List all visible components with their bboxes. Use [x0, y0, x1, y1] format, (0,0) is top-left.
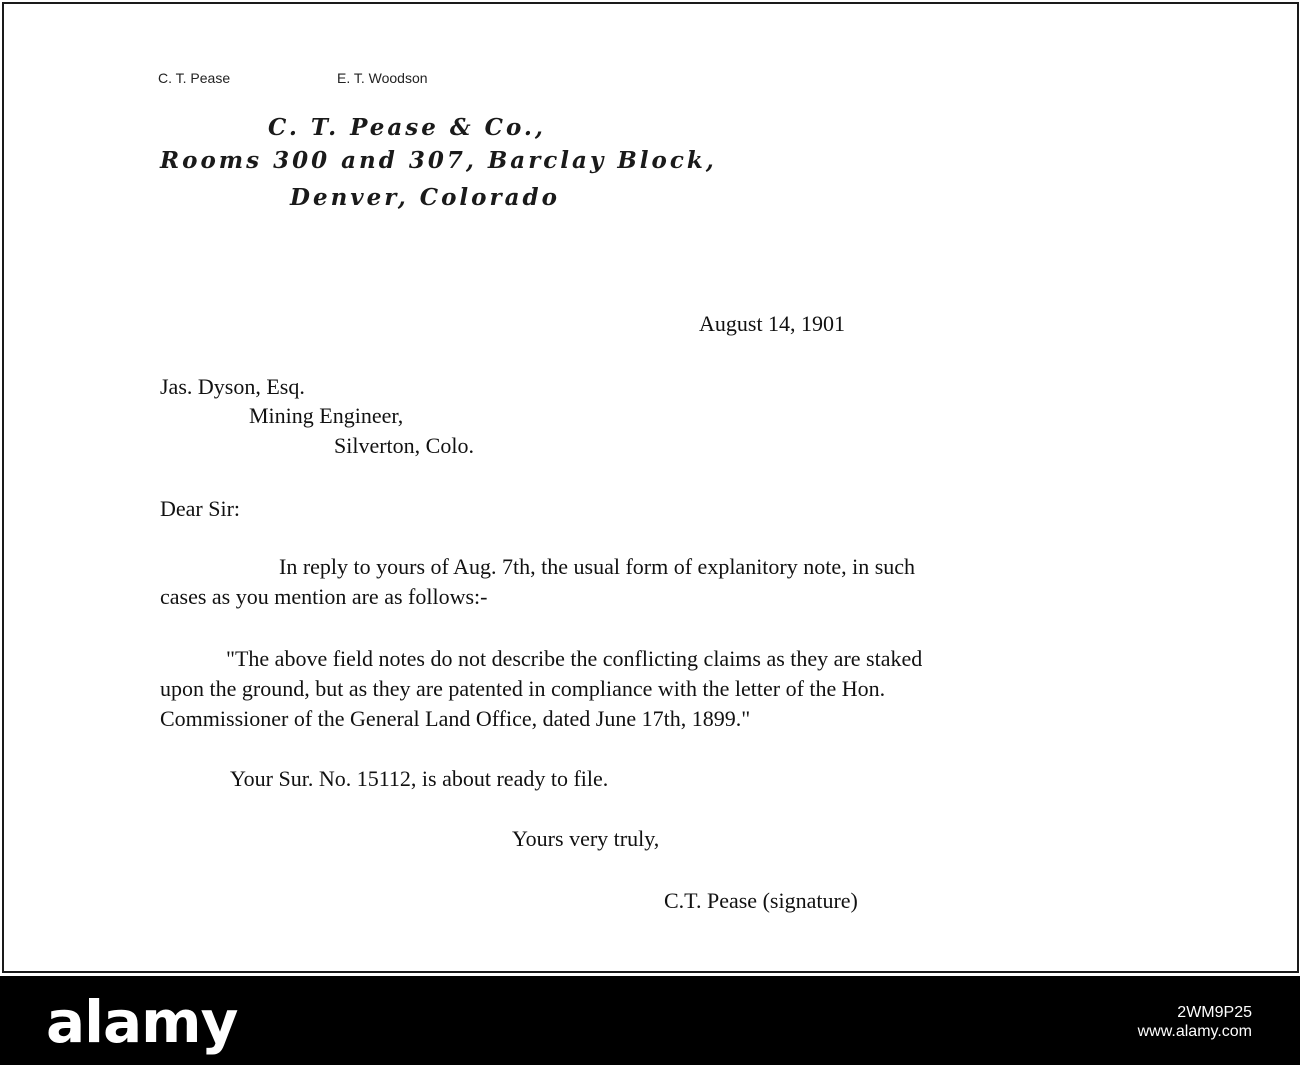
signature: C.T. Pease (signature) — [664, 888, 858, 913]
addressee-title: Mining Engineer, — [249, 403, 404, 428]
closing: Yours very truly, — [512, 826, 660, 851]
addressee-name: Jas. Dyson, Esq. — [160, 374, 305, 399]
letter-page — [2, 2, 1299, 973]
addressee-location: Silverton, Colo. — [334, 433, 474, 458]
image-id: 2WM9P25 — [1177, 1004, 1252, 1021]
quote-line-2: upon the ground, but as they are patented in compliance with the letter of the Hon. — [160, 676, 886, 701]
letter-date: August 14, 1901 — [699, 311, 846, 336]
letterhead-firm: C. T. Pease & Co., — [268, 114, 546, 141]
paragraph-1-line-2: cases as you mention are as follows:- — [160, 584, 488, 609]
quote-line-3: Commissioner of the General Land Office, dated June 17th, 1899." — [160, 706, 751, 731]
site-url: www.alamy.com — [1137, 1023, 1252, 1040]
alamy-logo: alamy — [46, 988, 238, 1056]
paragraph-1-line-1: In reply to yours of Aug. 7th, the usual form of explanitory note, in such — [279, 554, 916, 579]
stock-footer-bar — [0, 976, 1300, 1065]
partner-name-right: E. T. Woodson — [337, 70, 428, 86]
quote-line-1: "The above field notes do not describe the conflicting claims as they are staked — [226, 646, 923, 671]
stock-image-info — [1138, 1003, 1252, 1041]
partner-name-left: C. T. Pease — [158, 70, 231, 86]
letterhead-city: Denver, Colorado — [290, 184, 560, 211]
salutation: Dear Sir: — [160, 496, 241, 521]
letterhead-rooms: Rooms 300 and 307, Barclay Block, — [160, 147, 717, 174]
paragraph-3: Your Sur. No. 15112, is about ready to file. — [230, 766, 609, 791]
